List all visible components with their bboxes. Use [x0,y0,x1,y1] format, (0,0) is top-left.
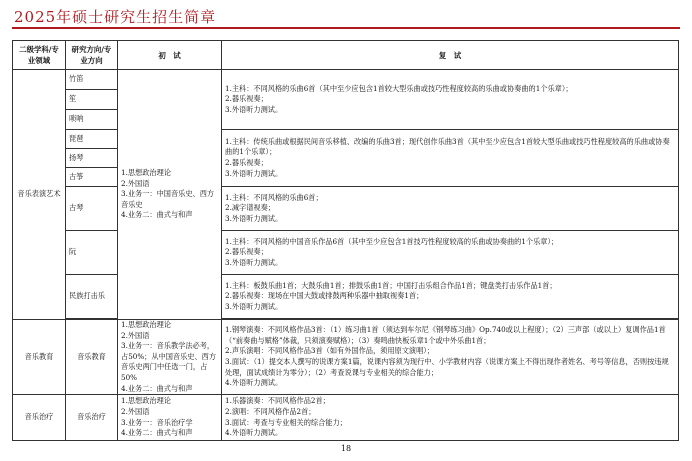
table-row [13,130,679,149]
retest-cell: 1.主科：不同风格的乐曲6首； 2.减字谱视奏； 3.外语听力测试。 [222,187,679,231]
direction-therapy: 音乐治疗 [66,395,118,441]
prelim-performance: 1.思想政治理论 2.外国语 3.业务一：中国音乐史、西方音乐史 4.业务二：曲式与和声 [118,70,222,320]
direction-cell: 笙 [66,90,118,110]
direction-cell: 民族打击乐 [66,275,118,319]
header-direction: 研究方向/专业方向 [66,41,118,70]
table-row [13,275,679,319]
header-retest: 复 试 [222,41,679,70]
direction-cell: 古筝 [66,168,118,187]
header-rule [12,27,680,29]
discipline-therapy: 音乐治疗 [13,395,66,441]
admission-table [12,40,679,441]
direction-cell: 阮 [66,231,118,275]
table-row [13,70,679,90]
discipline-performance: 音乐表演艺术 [13,70,66,320]
retest-cell: 1.主科：板鼓乐曲1首；大鼓乐曲1首；排鼓乐曲1首；中国打击乐组合作品1首；键盘类打击乐作品1首； 2.器乐视奏：现场在中国大鼓或排鼓两种乐器中抽取视奏1首； 3.外语听力测试。 [222,275,679,319]
prelim-therapy: 1.思想政治理论 2.外国语 3.业务一：音乐治疗学 4.业务二：曲式与和声 [118,395,222,441]
direction-cell: 古琴 [66,187,118,231]
table-row [13,320,679,395]
direction-cell: 琵琶 [66,130,118,149]
retest-cell: 1.主科：不同风格的乐曲6首（其中至少应包含1首较大型乐曲或技巧性程度较高的乐曲或协奏曲的1个乐章）； 2.器乐视奏； 3.外语听力测试。 [222,70,679,130]
table-row [13,231,679,275]
table-header-row [13,41,679,70]
discipline-education: 音乐教育 [13,320,66,395]
retest-cell: 1.主科：不同风格的中国音乐作品6首（其中至少应包含1首技巧性程度较高的乐曲或协奏曲的1个乐章）； 2.器乐视奏； 3.外语听力测试。 [222,231,679,275]
header-discipline: 二级学科/专业领域 [13,41,66,70]
direction-cell: 唢呐 [66,110,118,130]
page-number: 18 [340,444,352,453]
direction-cell: 扬琴 [66,149,118,168]
table-row [13,187,679,231]
retest-education: 1.钢琴演奏：不同风格作品3首：（1）练习曲1首（须达到车尔尼《钢琴练习曲》Op.740或以上程度）；（2）三声部（或以上）复调作品1首（“前奏曲与赋格”体裁，只须演奏赋格）；（3）奏鸣曲快板乐章1个或中外乐曲1首； 2.声乐演唱：不同风格作品3首（如有外国作品，须用原文演唱）； 3.面试：（1）提交本人撰写的说课方案1篇，说课内容须为现行中、小学教材内容（说课方案上不得出现作者姓名、考号等信息，否则按违规处理，面试成绩计为零分）；（2）考查说课与专业相关的综合能力； 4.外语听力测试。 [222,320,679,395]
retest-cell: 1.主科：传统乐曲或根据民间音乐移植、改编的乐曲3首；现代创作乐曲3首（其中至少应包含1首较大型乐曲或技巧性程度较高的乐曲或协奏曲的1个乐章）； 2.器乐视奏； 3.外语听力测试。 [222,130,679,187]
table-row [13,395,679,441]
page-header-title: 2025年硕士研究生招生简章 [14,8,217,26]
prelim-education: 1.思想政治理论 2.外国语 3.业务一：音乐教学法必考，占50%；从中国音乐史、西方音乐史两门中任选一门，占50% 4.业务二：曲式与和声 [118,320,222,395]
retest-therapy: 1.乐器演奏：不同风格作品2首； 2.演唱：不同风格作品2首； 3.面试：考查与专业相关的综合能力； 4.外语听力测试。 [222,395,679,441]
direction-education: 音乐教育 [66,320,118,395]
header-prelim: 初 试 [118,41,222,70]
direction-cell: 竹笛 [66,70,118,90]
